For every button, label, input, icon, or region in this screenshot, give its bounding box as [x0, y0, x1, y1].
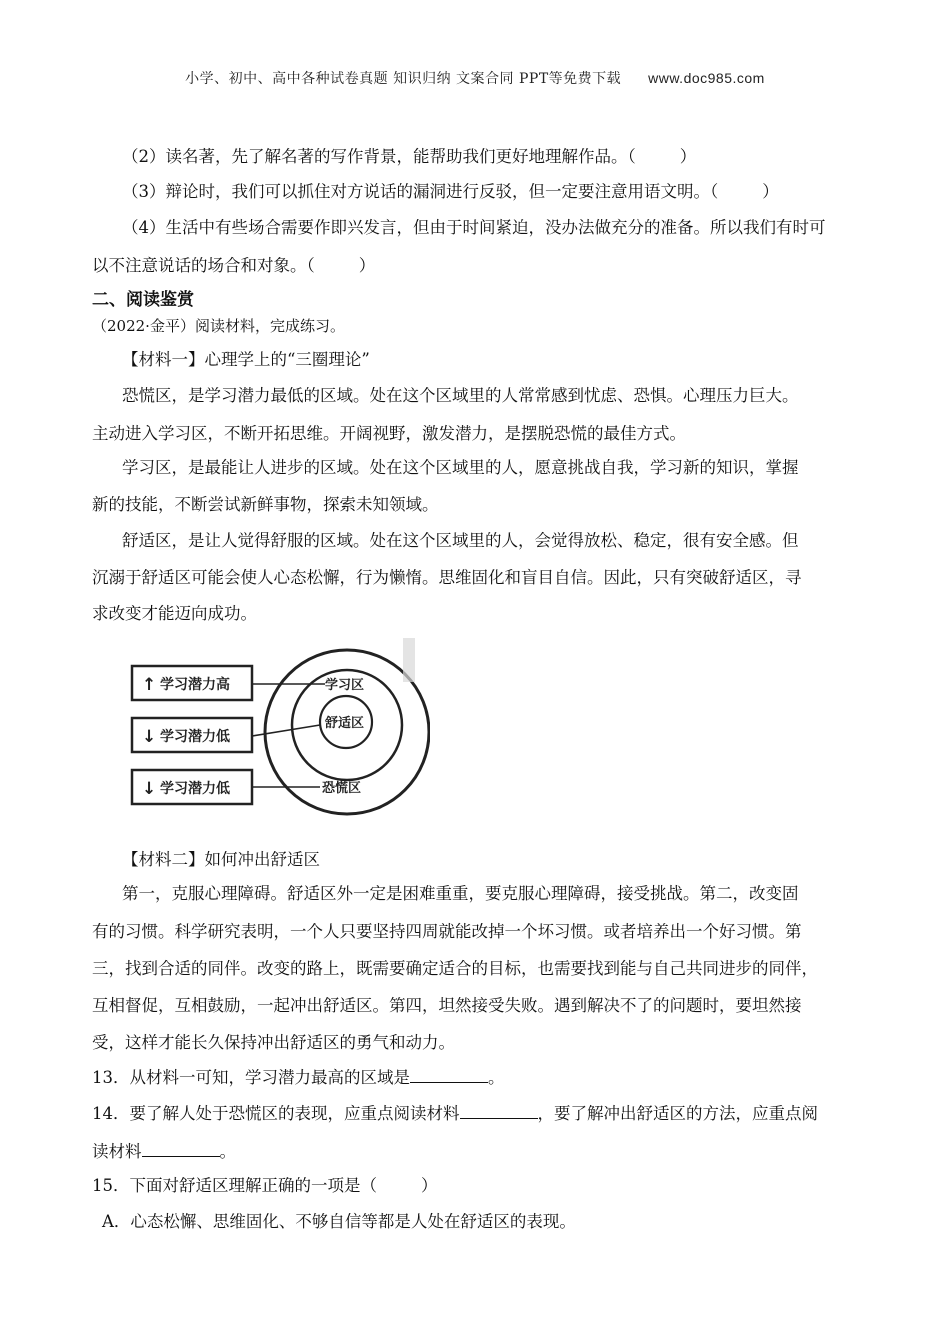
question-text: 15．下面对舒适区理解正确的一项是（: [92, 1176, 377, 1195]
arrow-up-icon: ↑: [142, 675, 157, 695]
material1-p1-line1: 恐慌区，是学习潜力最低的区域。处在这个区域里的人常常感到忧虑、恐惧。心理压力巨大。: [122, 386, 799, 405]
label-box-low-1: [132, 718, 252, 752]
section-intro: （2022·金平）阅读材料，完成练习。: [92, 317, 345, 335]
box-label: 学习潜力低: [160, 729, 230, 745]
label-box-high: [132, 666, 252, 700]
item-number: （4）: [122, 218, 166, 237]
question-text: ，要了解冲出舒适区的方法，应重点阅: [537, 1104, 818, 1123]
material1-p1-line2: 主动进入学习区，不断开拓思维。开阔视野，激发潜力，是摆脱恐慌的最佳方式。: [92, 424, 686, 443]
item-close: ）: [762, 182, 779, 201]
material1-p3-line3: 求改变才能迈向成功。: [92, 604, 257, 623]
material2-line: 第一，克服心理障碍。舒适区外一定是困难重重，要克服心理障碍，接受挑战。第二，改变固: [122, 884, 799, 903]
material2-line: 受，这样才能长久保持冲出舒适区的勇气和动力。: [92, 1033, 455, 1052]
item-4: [122, 218, 826, 238]
arrow-down-icon: ↓: [142, 779, 157, 799]
material2-line: 三，找到合适的同伴。改变的路上，既需要确定适合的目标，也需要找到能与自己共同进步的同伴，: [92, 959, 818, 978]
question-end: 。: [488, 1068, 505, 1087]
material2-line: 互相督促，互相鼓励，一起冲出舒适区。第四，坦然接受失败。遇到解决不了的问题时，要坦然接: [92, 996, 802, 1015]
zone-label-learning: 学习区: [325, 678, 365, 693]
question-close: ）: [421, 1176, 438, 1195]
arrow-down-icon: ↓: [142, 727, 157, 747]
item-3: [122, 182, 779, 202]
answer-blank[interactable]: [142, 1142, 220, 1157]
item-text: 生活中有些场合需要作即兴发言，但由于时间紧迫，没办法做充分的准备。所以我们有时可: [165, 218, 826, 237]
item-close: ）: [358, 256, 376, 275]
question-14: [92, 1104, 818, 1124]
question-text: 13．从材料一可知，学习潜力最高的区域是: [92, 1068, 410, 1087]
question-text: 14．要了解人处于恐慌区的表现，应重点阅读材料: [92, 1104, 460, 1123]
material1-p2-line2: 新的技能，不断尝试新鲜事物，探索未知领域。: [92, 495, 439, 514]
section-title: 二、阅读鉴赏: [92, 290, 194, 310]
item-number: （2）: [122, 147, 166, 166]
material1-p2-line1: 学习区，是最能让人进步的区域。处在这个区域里的人，愿意挑战自我，学习新的知识，掌握: [122, 458, 799, 477]
question-text: 读材料: [92, 1142, 142, 1161]
item-text: 读名著，先了解名著的写作背景，能帮助我们更好地理解作品。（: [165, 147, 636, 166]
item-4-cont: [92, 256, 375, 276]
header-text: 小学、初中、高中各种试卷真题 知识归纳 文案合同 PPT等免费下载: [185, 71, 622, 87]
material2-title: 【材料二】如何冲出舒适区: [122, 850, 320, 869]
item-number: （3）: [122, 182, 166, 201]
answer-blank[interactable]: [410, 1068, 488, 1083]
question-13: [92, 1068, 505, 1088]
header-site: www.doc985.com: [648, 70, 765, 86]
material2-line: 有的习惯。科学研究表明，一个人只要坚持四周就能改掉一个坏习惯。或者培养出一个好习惯。第: [92, 922, 802, 941]
box-label: 学习潜力高: [160, 677, 230, 693]
question-15: [92, 1176, 438, 1196]
scan-mark: [403, 638, 415, 682]
material1-p3-line2: 沉溺于舒适区可能会使人心态松懈，行为懒惰。思维固化和盲目自信。因此，只有突破舒适区，寻: [92, 568, 802, 587]
label-box-low-2: [132, 770, 252, 804]
zone-label-comfort: 舒适区: [325, 716, 365, 731]
item-2: [122, 147, 696, 167]
answer-blank[interactable]: [460, 1104, 538, 1119]
leader-line: [252, 725, 320, 736]
question-end: 。: [219, 1142, 236, 1161]
item-close: ）: [679, 147, 697, 166]
box-label: 学习潜力低: [160, 781, 230, 797]
page-header: [0, 68, 950, 88]
three-circle-diagram: [120, 630, 430, 820]
question-14-cont: [92, 1142, 236, 1162]
option-a[interactable]: A．心态松懈、思维固化、不够自信等都是人处在舒适区的表现。: [102, 1212, 576, 1231]
material1-title: 【材料一】心理学上的“三圈理论”: [122, 350, 370, 369]
material1-p3-line1: 舒适区，是让人觉得舒服的区域。处在这个区域里的人，会觉得放松、稳定，很有安全感。但: [122, 531, 799, 550]
item-text: 辩论时，我们可以抓住对方说话的漏洞进行反驳，但一定要注意用语文明。（: [165, 182, 719, 201]
zone-label-panic: 恐慌区: [322, 781, 362, 796]
item-text: 以不注意说话的场合和对象。（: [92, 256, 315, 275]
